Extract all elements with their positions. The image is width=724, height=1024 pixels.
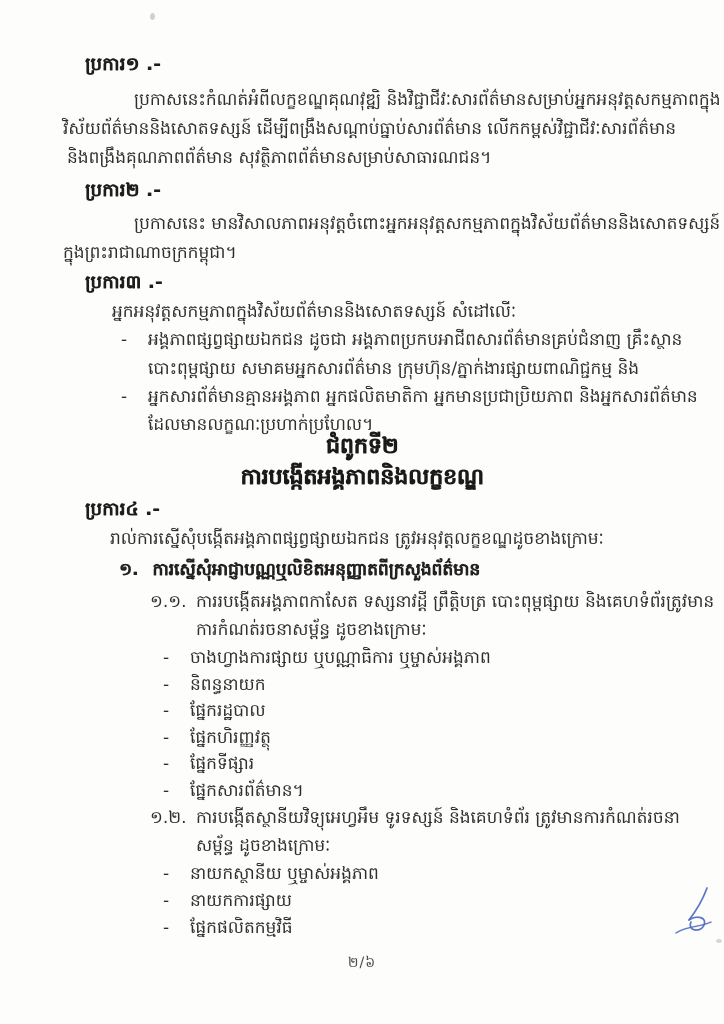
page-number: ២/៦ [347,955,377,971]
chapter-title-line-2: ការបង្កើតអង្គភាពនិងលក្ខខណ្ឌ [240,465,484,490]
article-1-line-1: ប្រកាសនេះកំណត់អំពីលក្ខខណ្ឌគុណវុឌ្ឍិ និងវិជ្ជាជីវៈសារព័ត៌មានសម្រាប់អ្នកអនុវត្តសកម្មភាពក្នុង [134,90,721,110]
sub-1-2-line-2: សម្ព័ន្ធ ដូចខាងក្រោមៈ [196,836,331,856]
article-4-heading: ប្រការ៤ .- [85,499,161,520]
article-1-line-2: វិស័យព័ត៌មាននិងសោតទស្សន៍ ដើម្បីពង្រឹងសណ្ដាប់ធ្នាប់សារព័ត៌មាន លើកកម្ពស់វិជ្ជាជីវៈសារព័ត៌មាន [63,119,677,139]
article-3-heading: ប្រការ៣ .- [85,272,163,293]
bullet-dash [163,646,169,670]
article-3-bullet-2-line-2: ដែលមានលក្ខណៈប្រហាក់ប្រហែល។ [148,415,374,435]
article-2-heading: ប្រការ២ .- [85,180,161,201]
article-2-line-1: ប្រកាសនេះ មានវិសាលភាពអនុវត្តចំពោះអ្នកអនុវត្តសកម្មភាពក្នុងវិស័យព័ត៌មាននិងសោតទស្សន៍ [134,214,721,234]
article-2-line-2: ក្នុងព្រះរាជាណាចក្រកម្ពុជា។ [63,243,237,263]
sub-1-2-number: ១.២. [150,808,187,828]
bullet-dash [163,779,169,803]
sub-1-1-bullet-5: ផ្នែកទីផ្សារ [190,754,255,774]
handwritten-initial-pen-mark [670,884,716,938]
bullet-dash [163,916,169,940]
sub-1-1-bullet-3: ផ្នែករដ្ឋបាល [190,701,266,721]
bullet-dash [163,673,169,697]
dash-glyph: - [163,675,170,695]
bullet-dash [163,726,169,750]
sub-1-2-bullet-1: នាយកស្ថានីយ ឬម្ចាស់អង្គភាព [190,864,379,884]
section-1-title-text: ការស្នើសុំអាជ្ញាបណ្ណឬលិខិតអនុញ្ញាតពីក្រសួងព័ត៌មាន [152,560,480,580]
dash-glyph: - [121,387,128,407]
bullet-dash [163,699,169,723]
dash-glyph: - [163,728,170,748]
sub-1-2-bullet-3: ផ្នែកផលិតកម្មវិធី [190,918,293,938]
pen-mark-icon [670,884,716,938]
dash-glyph: - [163,781,170,801]
article-3-bullet-1-line-2: បោះពុម្ពផ្សាយ សមាគមអ្នកសារព័ត៌មាន ក្រុមហ៊ុន/ភ្នាក់ងារផ្សាយពាណិជ្ជកម្ម និង [148,359,640,379]
article-4-intro: រាល់ការស្នើសុំបង្កើតអង្គភាពផ្សព្វផ្សាយឯកជន ត្រូវអនុវត្តលក្ខខណ្ឌដូចខាងក្រោមៈ [110,529,604,549]
bullet-dash [163,752,169,776]
section-1-title [119,558,480,582]
dash-glyph: - [121,330,128,350]
dash-glyph: - [163,864,170,884]
chapter-title-line-1: ជំពូកទី២ [325,434,399,459]
bullet-dash [163,889,169,913]
bullet-dash [121,385,127,409]
sub-1-2-bullet-2: នាយកការផ្សាយ [190,891,292,911]
article-3-bullet-2-line-1: អ្នកសារព័ត៌មានគ្មានអង្គភាព អ្នកផលិតមាតិកា អ្នកមានប្រជាប្រិយភាព និងអ្នកសារព័ត៌មាន [148,387,698,407]
sub-1-1-line-2: ការកំណត់រចនាសម្ព័ន្ធ ដូចខាងក្រោមៈ [196,620,427,640]
sub-1-1-bullet-6: ផ្នែកសារព័ត៌មាន។ [190,781,304,801]
dash-glyph: - [163,648,170,668]
article-3-bullet-1-line-1: អង្គភាពផ្សព្វផ្សាយឯកជន ដូចជា អង្គភាពប្រកបអាជីពសារព័ត៌មានគ្រប់ជំនាញ គ្រឹះស្ថាន [148,330,683,350]
article-3-intro: អ្នកអនុវត្តសកម្មភាពក្នុងវិស័យព័ត៌មាននិងសោតទស្សន៍ សំដៅលើៈ [112,302,517,322]
section-1-number: ១. [119,560,139,580]
sub-1-1-bullet-4: ផ្នែកហិរញ្ញវត្ថុ [190,728,271,748]
sub-1-2-line-1: ការបង្កើតស្ថានីយវិទ្យុអេហ្វអឹម ទូរទស្សន៍ និងគេហទំព័រ ត្រូវមានការកំណត់រចនា [196,808,680,828]
bullet-dash [121,328,127,352]
dash-glyph: - [163,754,170,774]
dash-glyph: - [163,891,170,911]
sub-1-1-number: ១.១. [150,592,187,612]
scan-speck [716,939,722,943]
bullet-dash [163,862,169,886]
article-1-line-3: និងពង្រឹងគុណភាពព័ត៌មាន សុវត្ថិភាពព័ត៌មានសម្រាប់សាធារណជន។ [67,148,492,168]
scan-speck [150,13,155,20]
dash-glyph: - [163,701,170,721]
article-1-heading: ប្រការ១ .- [85,54,161,75]
dash-glyph: - [163,918,170,938]
sub-1-1-bullet-1: ចាងហ្វាងការផ្សាយ ឬបណ្ណាធិការ ឬម្ចាស់អង្គភាព [190,648,491,668]
sub-1-1-bullet-2: និពន្ធនាយក [190,675,266,695]
sub-1-1-line-1: ការរបង្កើតអង្គភាពកាសែត ទស្សនាវដ្ដី ព្រឹត្តិបត្រ បោះពុម្ពផ្សាយ និងគេហទំព័រត្រូវមាន [196,592,715,612]
